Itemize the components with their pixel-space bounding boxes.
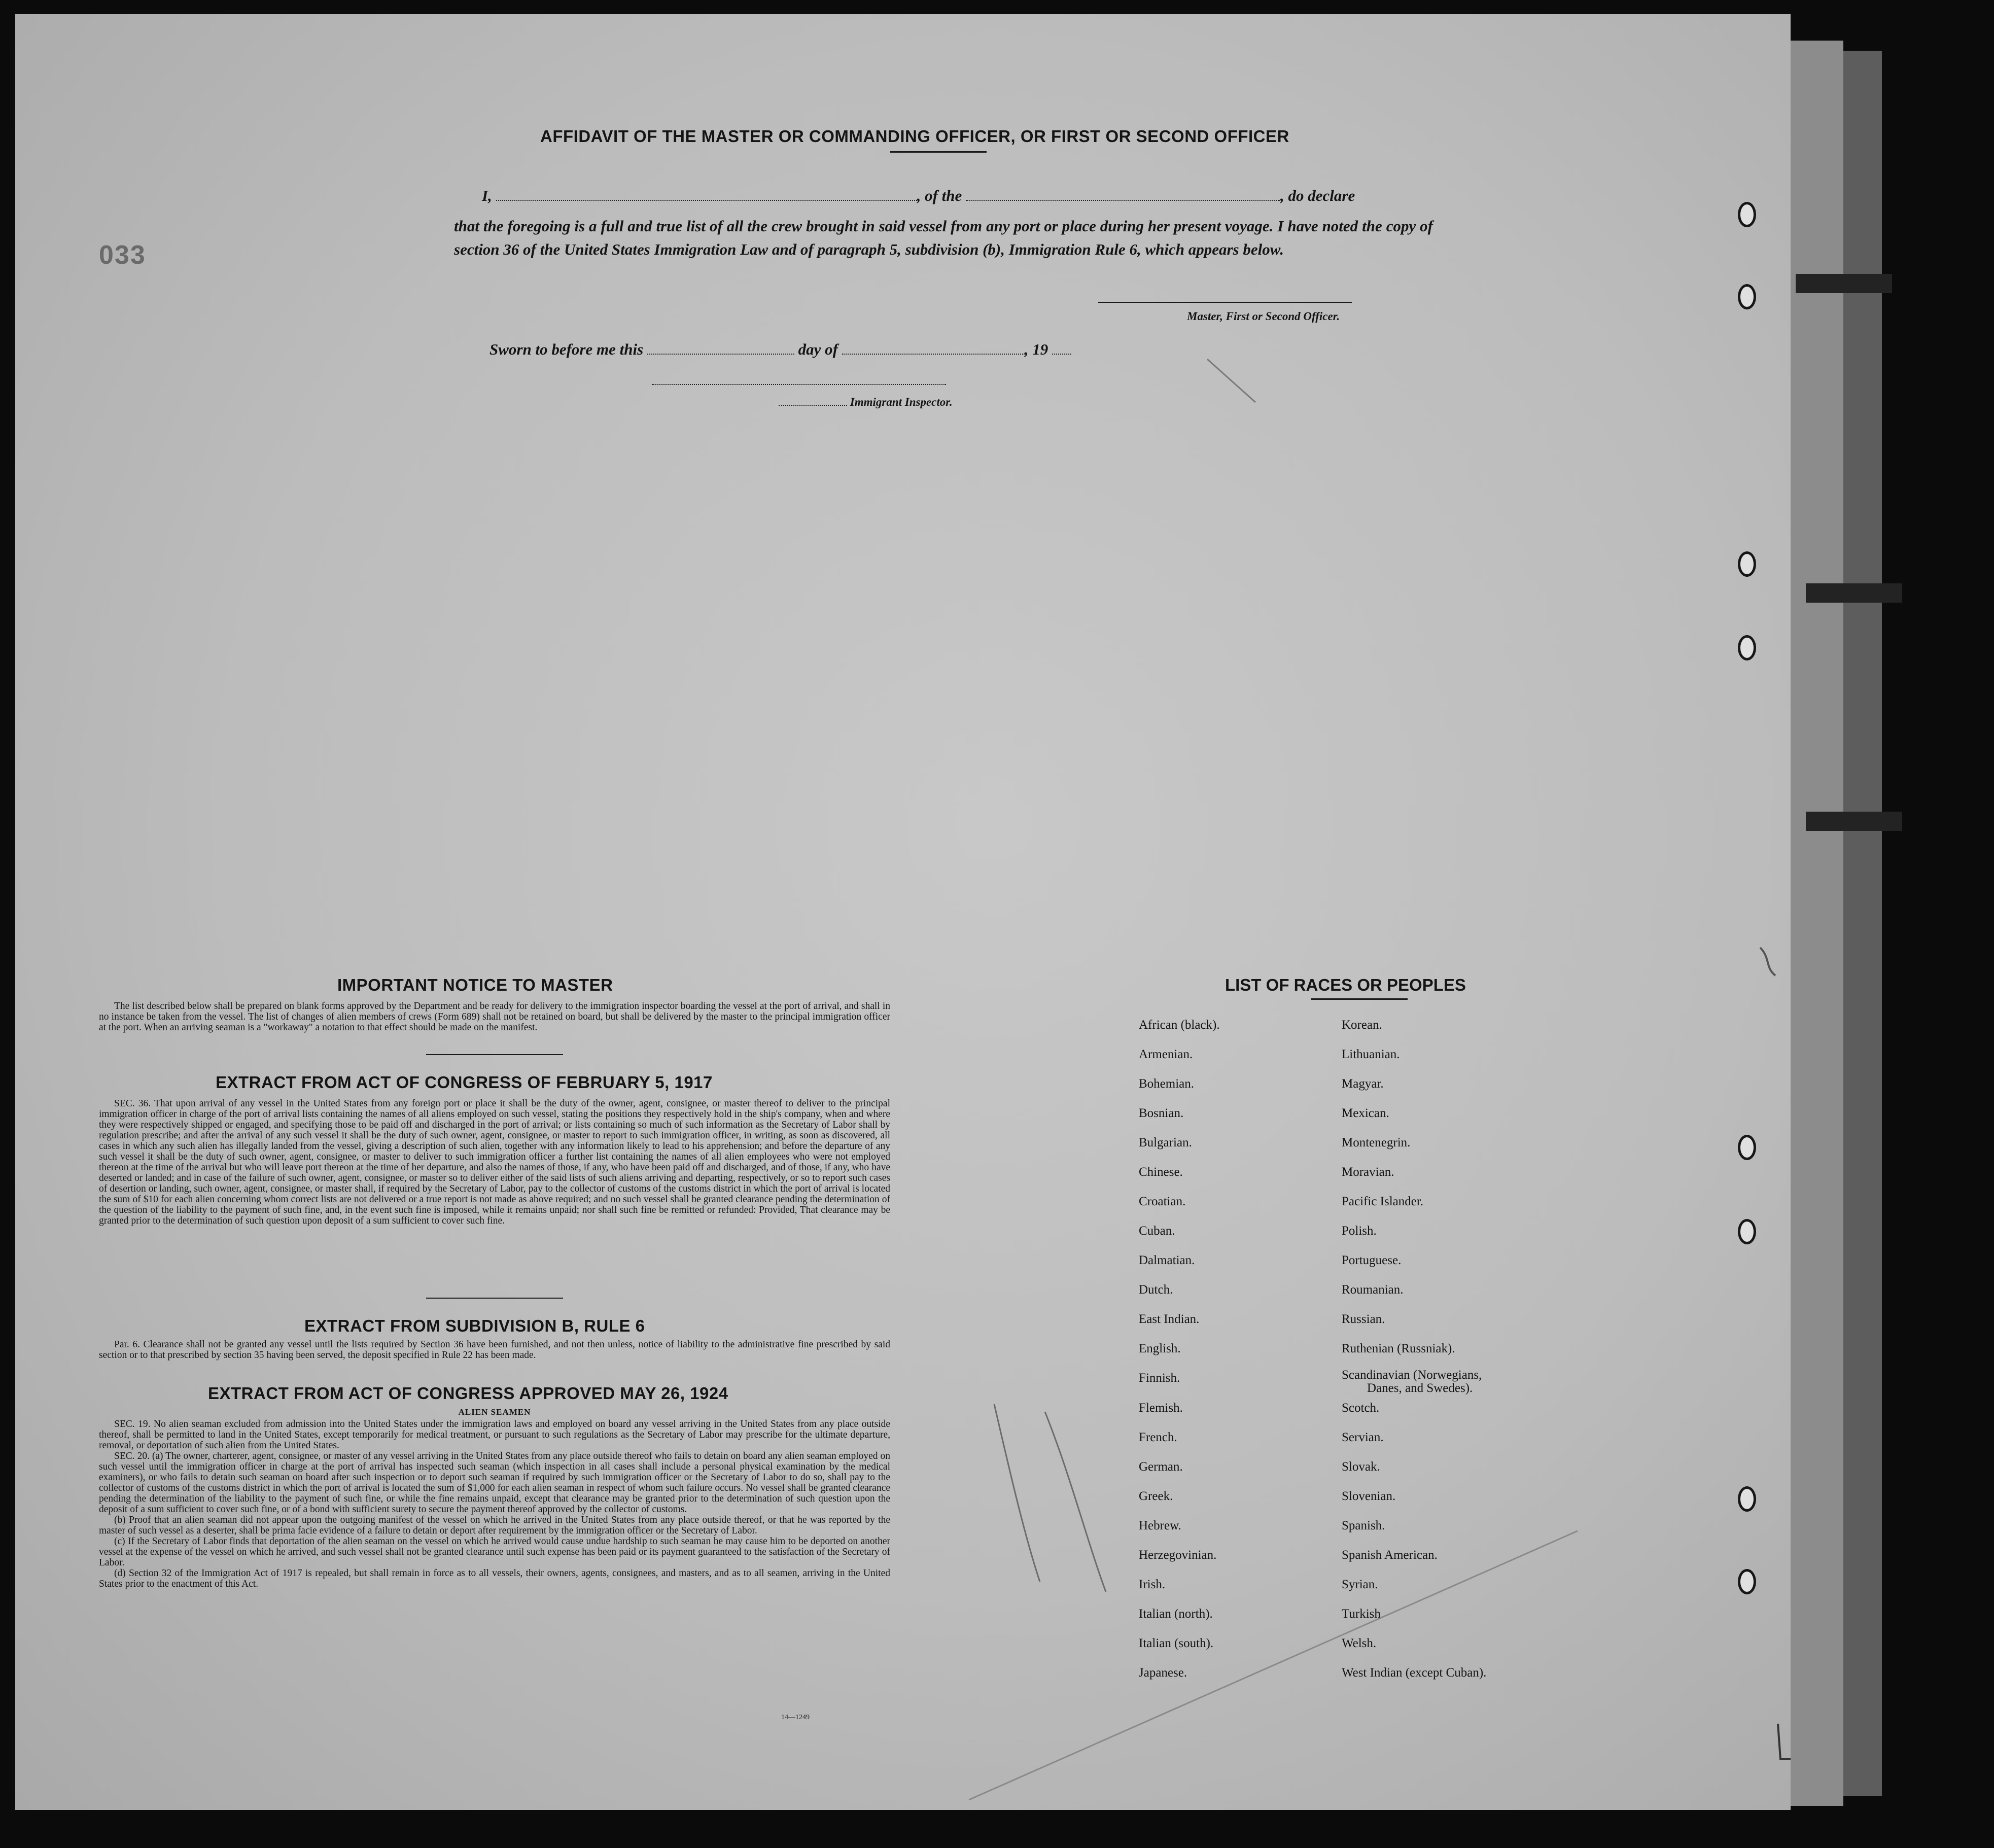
race-item: Spanish.	[1342, 1519, 1385, 1532]
punch-hole	[1738, 551, 1756, 577]
race-item: Armenian.	[1139, 1048, 1193, 1061]
affidavit-title: AFFIDAVIT OF THE MASTER OR COMMANDING OFFICER, OR FIRST OR SECOND OFFICER	[540, 127, 1289, 146]
race-item: Italian (south).	[1139, 1636, 1214, 1650]
form-number: 14—1249	[781, 1714, 810, 1721]
extract-1917-rule	[426, 1298, 563, 1299]
race-item: African (black).	[1139, 1018, 1220, 1032]
page-edge-mark	[1806, 812, 1902, 831]
race-item: Korean.	[1342, 1018, 1382, 1032]
punch-hole	[1738, 1219, 1756, 1244]
extract-1924-paragraphs	[99, 1419, 890, 1589]
sec-20c-paragraph: (c) If the Secretary of Labor finds that deportation of the alien seaman on the vessel on which he arrived would cause undue hardship to such seaman he may cause him to be deported on another vessel at the expense of the vessel on which he arrived, and such vessel shall not be granted clearance until such expense has been paid or its payment guaranteed to the satisfaction of the Secretary of Labor.	[99, 1536, 890, 1568]
sworn-day-of: day of	[798, 340, 838, 358]
rule6-body	[99, 1339, 890, 1361]
race-item: Portuguese.	[1342, 1253, 1402, 1267]
race-item: Herzegovinian.	[1139, 1548, 1217, 1562]
page-stamp: 033	[99, 240, 146, 270]
sec-20d-paragraph: (d) Section 32 of the Immigration Act of 1917 is repealed, but shall remain in force as to all vessels, their owners, agents, consignees, and masters, and as to all seamen, arriving in the United States prior to the enactment of this Act.	[99, 1568, 890, 1589]
race-item: Dalmatian.	[1139, 1253, 1195, 1267]
sworn-date-blank	[647, 353, 794, 355]
race-item: Moravian.	[1342, 1165, 1394, 1179]
notice-rule	[426, 1054, 563, 1055]
race-item: Slovenian.	[1342, 1489, 1396, 1503]
master-signature-label: Master, First or Second Officer.	[1187, 310, 1340, 323]
vessel-blank	[966, 199, 1280, 201]
punch-hole	[1738, 1486, 1756, 1512]
affidavit-i: I,	[482, 187, 492, 204]
race-item: Bohemian.	[1139, 1077, 1195, 1091]
notice-paragraph: The list described below shall be prepared on blank forms approved by the Department and be ready for delivery to the immigration inspector boarding the vessel at the port of arrival, and shall in no instance be taken from the vessel. The list of changes of alien members of crews (Form 689) shall not be retained on board, but shall be delivered by the master to the principal immigration officer at the port. When an arriving seaman is a "workaway" a notation to that effect should be made on the manifest.	[99, 1001, 890, 1033]
race-item: Polish.	[1342, 1224, 1377, 1238]
race-item: Dutch.	[1139, 1283, 1173, 1297]
race-item: Flemish.	[1139, 1401, 1183, 1415]
extract-1917-body	[99, 1098, 890, 1226]
race-item: Japanese.	[1139, 1666, 1187, 1680]
affidavit-title-rule	[890, 151, 987, 153]
race-item: Irish.	[1139, 1578, 1166, 1591]
race-item: Bulgarian.	[1139, 1136, 1192, 1149]
race-item: Welsh.	[1342, 1636, 1377, 1650]
rule6-paragraph: Par. 6. Clearance shall not be granted any vessel until the lists required by Section 36 have been furnished, and not then unless, notice of liability to the administrative fine prescribed by said section or to that prescribed by section 35 having been served, the deposit specified in Rule 22 has been made.	[99, 1339, 890, 1361]
affidavit-do-declare: , do declare	[1280, 187, 1355, 204]
race-item: Montenegrin.	[1342, 1136, 1411, 1149]
race-item: Magyar.	[1342, 1077, 1384, 1091]
race-item: Servian.	[1342, 1431, 1384, 1444]
page-edge-mark	[1806, 583, 1902, 603]
sworn-line	[489, 340, 1071, 359]
sworn-month-blank	[842, 353, 1025, 355]
race-item: Finnish.	[1139, 1371, 1180, 1385]
race-item: Scotch.	[1342, 1401, 1380, 1415]
inspector-label: Immigrant Inspector.	[850, 396, 953, 408]
extract-1924-title: EXTRACT FROM ACT OF CONGRESS APPROVED MAY 26, 1924	[208, 1384, 728, 1403]
race-item: Russian.	[1342, 1312, 1385, 1326]
master-signature-line	[1098, 302, 1352, 303]
race-item: Turkish.	[1342, 1607, 1384, 1621]
races-rule	[1311, 998, 1408, 1000]
punch-hole	[1738, 284, 1756, 309]
affidavit-declaration-line	[482, 187, 1355, 205]
rule6-title: EXTRACT FROM SUBDIVISION B, RULE 6	[304, 1316, 645, 1335]
race-item: English.	[1139, 1342, 1181, 1355]
race-item: Pacific Islander.	[1342, 1195, 1424, 1208]
race-item: Italian (north).	[1139, 1607, 1213, 1621]
sec-19-paragraph: SEC. 19. No alien seaman excluded from admission into the United States under the immigration laws and employed on board any vessel arriving in the United States from any place outside thereof, shall be permitted to land in the United States, except temporarily for medical treatment, or pursuant to such regulations as the Secretary of Labor may prescribe for the ultimate departure, removal, or deportation of such alien from the United States.	[99, 1419, 890, 1451]
race-item: Mexican.	[1342, 1106, 1389, 1120]
races-title: LIST OF RACES OR PEOPLES	[1225, 975, 1466, 994]
race-item: Roumanian.	[1342, 1283, 1404, 1297]
affidavit-body: that the foregoing is a full and true list of all the crew brought in said vessel from any port or place during her present voyage. I have noted the copy of section 36 of the United States Immigration Law and of paragraph 5, subdivision (b), Immigration Rule 6, which appears below.	[454, 217, 1433, 258]
race-item: Bosnian.	[1139, 1106, 1184, 1120]
race-item: Lithuanian.	[1342, 1048, 1400, 1061]
punch-hole	[1738, 202, 1756, 227]
alien-seamen-subtitle: ALIEN SEAMEN	[458, 1407, 531, 1417]
affidavit-of-the: , of the	[917, 187, 962, 204]
inspector-signature-line	[652, 383, 946, 385]
extract-1924-body	[99, 1407, 890, 1741]
punch-hole	[1738, 1569, 1756, 1594]
race-item-continuation: Danes, and Swedes).	[1367, 1381, 1473, 1395]
race-item: French.	[1139, 1431, 1177, 1444]
sec-20b-paragraph: (b) Proof that an alien seaman did not appear upon the outgoing manifest of the vessel on which he arrived in the United States from any place outside thereof, or that he was reported by the master of such vessel as a deserter, shall be prima facie evidence of a failure to detain or deport after requirement by the immigration officer or the Secretary of Labor.	[99, 1515, 890, 1536]
extract-1917-paragraph: SEC. 36. That upon arrival of any vessel in the United States from any foreign port or place it shall be the duty of the owner, agent, consignee, or master thereof to deliver to the principal immigration officer in charge of the port of arrival lists containing the names of all aliens employed on such vessel, stating the positions they respectively hold in the ship's company, when and where they were respectively shipped or engaged, and specifying those to be paid off and discharged in the port of arrival; or lists containing so much of such information as the Secretary of Labor shall by regulation prescribe; and after the arrival of any such vessel it shall be the duty of such owner, agent, consignee, or master to report to such immigration officer, in writing, as soon as discovered, all cases in which any such alien has illegally landed from the vessel, giving a description of such alien, together with any information likely to lead to his apprehension; and before the departure of any such vessel it shall be the duty of such owner, agent, consignee, or master to deliver to such immigration officer a further list containing the names of all alien employees who were not employed thereon at the time of the arrival but who will leave port thereon at the time of her departure, and also the names of those, if any, who have been paid off and discharged, and of those, if any, who have deserted or landed; and in case of the failure of such owner, agent, consignee, or master so to deliver either of the said lists of such aliens arriving and departing, respectively, or so to report such cases of desertion or landing, such owner, agent, consignee, or master shall, if required by the Secretary of Labor, pay to the collector of customs of the customs district in which the port of arrival is located the sum of $10 for each alien concerning whom correct lists are not delivered or a true report is not made as above required; and no such vessel shall be granted clearance pending the determination of the question of the liability to the payment of such fine, and, in the event such fine is imposed, while it remains unpaid; nor shall such fine be remitted or refunded: Provided, That clearance may be granted prior to the determination of such question upon deposit of a sum sufficient to cover such fine.	[99, 1098, 890, 1226]
race-item: Croatian.	[1139, 1195, 1186, 1208]
race-item: Spanish American.	[1342, 1548, 1438, 1562]
race-item: Ruthenian (Russniak).	[1342, 1342, 1455, 1355]
sworn-prefix: Sworn to before me this	[489, 340, 644, 358]
name-blank	[496, 199, 917, 201]
notice-title: IMPORTANT NOTICE TO MASTER	[337, 975, 613, 994]
extract-1917-title: EXTRACT FROM ACT OF CONGRESS OF FEBRUARY 5, 1917	[216, 1073, 713, 1092]
page-edge-mark	[1796, 274, 1892, 293]
race-item: Cuban.	[1139, 1224, 1175, 1238]
race-item: Hebrew.	[1139, 1519, 1181, 1532]
race-item: East Indian.	[1139, 1312, 1200, 1326]
race-item: Slovak.	[1342, 1460, 1380, 1474]
race-item: Scandinavian (Norwegians,	[1342, 1368, 1482, 1382]
sworn-year-blank	[1052, 353, 1071, 355]
sworn-year: , 19	[1024, 340, 1048, 358]
sec-20a-paragraph: SEC. 20. (a) The owner, charterer, agent, consignee, or master of any vessel arriving in the United States from any place outside thereof who fails to detain on board any alien seaman employed on such vessel until the immigration officer in charge at the port of arrival has inspected such seaman (which inspection in all cases shall include a personal physical examination by the medical examiners), or who fails to detain such seaman on board after such inspection or to deport such seaman if required by such immigration officer or the Secretary of Labor to do so, shall pay to the collector of customs of the customs district in which the port of arrival is located the sum of $1,000 for each alien seaman in respect of whom such failure occurs. No vessel shall be granted clearance pending the determination of the liability to the payment of such fine, or while the fine remains unpaid, except that clearance may be granted prior to the determination of such question upon the deposit of a sum sufficient to cover such fine, or of a bond with sufficient surety to secure the payment thereof approved by the collector of customs.	[99, 1451, 890, 1515]
punch-hole	[1738, 635, 1756, 660]
inspector-label-blank	[779, 404, 847, 406]
punch-hole	[1738, 1135, 1756, 1160]
notice-body	[99, 1001, 890, 1033]
race-item: Syrian.	[1342, 1578, 1378, 1591]
race-item: Greek.	[1139, 1489, 1173, 1503]
race-item: West Indian (except Cuban).	[1342, 1666, 1487, 1680]
race-item: German.	[1139, 1460, 1183, 1474]
inspector-signature-label	[779, 396, 953, 409]
manifest-page	[15, 14, 1791, 1810]
race-item: Chinese.	[1139, 1165, 1183, 1179]
